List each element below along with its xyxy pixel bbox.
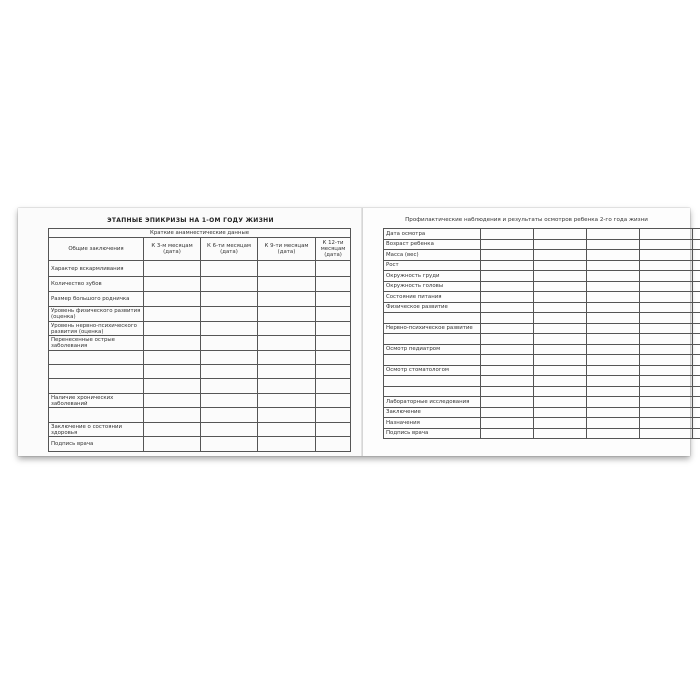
table-cell[interactable] [258, 277, 316, 292]
table-cell[interactable] [587, 344, 640, 355]
table-cell[interactable] [640, 281, 693, 292]
table-row [384, 239, 700, 250]
table-cell[interactable] [316, 261, 351, 277]
table-cell[interactable] [201, 365, 258, 379]
table-cell[interactable] [534, 313, 587, 324]
table-cell[interactable] [144, 423, 201, 437]
table-cell[interactable] [481, 355, 534, 366]
section-header-row [49, 229, 351, 238]
table-cell[interactable] [481, 292, 534, 303]
table-cell[interactable] [587, 365, 640, 376]
table-row [384, 323, 700, 334]
table-cell[interactable] [258, 365, 316, 379]
table-cell[interactable] [144, 394, 201, 408]
right-page-title: Профилактические наблюдения и результаты осмотров ребенка 2-го года жизни [405, 217, 648, 223]
column-header: К 3-м месяцам (дата) [144, 238, 201, 261]
row-label: Подпись врача [49, 437, 144, 452]
table-cell[interactable] [481, 365, 534, 376]
table-cell[interactable] [534, 428, 587, 439]
table-cell[interactable] [640, 344, 693, 355]
table-cell[interactable] [640, 229, 693, 240]
table-row [49, 336, 351, 351]
table-cell[interactable] [201, 394, 258, 408]
table-cell[interactable] [481, 271, 534, 282]
table-cell[interactable] [144, 336, 201, 351]
row-label [49, 351, 144, 365]
table-cell[interactable] [640, 250, 693, 261]
table-cell[interactable] [481, 376, 534, 387]
table-cell[interactable] [587, 407, 640, 418]
table-cell[interactable] [587, 376, 640, 387]
table-cell[interactable] [201, 336, 258, 351]
row-label: Масса (вес) [384, 250, 481, 261]
row-label [49, 379, 144, 394]
row-label: Возраст ребенка [384, 239, 481, 250]
row-label: Лабораторные исследования [384, 397, 481, 408]
table-cell[interactable] [316, 394, 351, 408]
table-row [49, 408, 351, 423]
table-cell[interactable] [534, 250, 587, 261]
table-cell[interactable] [481, 386, 534, 397]
table-row [49, 379, 351, 394]
table-cell[interactable] [693, 313, 700, 324]
table-cell[interactable] [534, 344, 587, 355]
table-row [384, 334, 700, 345]
table-cell[interactable] [144, 408, 201, 423]
row-label: Рост [384, 260, 481, 271]
column-header: К 6-ти месяцам (дата) [201, 238, 258, 261]
table-cell[interactable] [693, 334, 700, 345]
table-cell[interactable] [587, 229, 640, 240]
table-cell[interactable] [587, 418, 640, 429]
table-cell[interactable] [258, 437, 316, 452]
row-label [384, 386, 481, 397]
row-label: Нервно-психическое развитие [384, 323, 481, 334]
table-cell[interactable] [587, 271, 640, 282]
table-cell[interactable] [587, 428, 640, 439]
table-cell[interactable] [587, 250, 640, 261]
row-label [49, 365, 144, 379]
table-cell[interactable] [481, 281, 534, 292]
table-cell[interactable] [640, 313, 693, 324]
right-page [363, 208, 690, 456]
table-cell[interactable] [201, 307, 258, 322]
table-cell[interactable] [640, 292, 693, 303]
row-label: Уровень нервно-психического развития (оценка) [49, 322, 144, 336]
table-cell[interactable] [481, 260, 534, 271]
table-row [384, 302, 700, 313]
table-cell[interactable] [481, 344, 534, 355]
left-page-title: ЭТАПНЫЕ ЭПИКРИЗЫ НА 1-ОМ ГОДУ ЖИЗНИ [107, 217, 274, 224]
row-label: Осмотр педиатром [384, 344, 481, 355]
table-cell[interactable] [640, 407, 693, 418]
row-label: Заключение о состоянии здоровья [49, 423, 144, 437]
table-cell[interactable] [316, 307, 351, 322]
left-page [18, 208, 363, 456]
table-cell[interactable] [316, 437, 351, 452]
table-cell[interactable] [693, 344, 700, 355]
row-label: Физическое развитие [384, 302, 481, 313]
table-cell[interactable] [534, 418, 587, 429]
table-cell[interactable] [481, 250, 534, 261]
table-cell[interactable] [693, 418, 700, 429]
table-cell[interactable] [316, 423, 351, 437]
table-row [49, 307, 351, 322]
table-cell[interactable] [316, 292, 351, 307]
table-cell[interactable] [258, 322, 316, 336]
table-cell[interactable] [587, 334, 640, 345]
table-cell[interactable] [201, 437, 258, 452]
table-row [384, 376, 700, 387]
table-cell[interactable] [481, 313, 534, 324]
table-row [49, 394, 351, 408]
table-cell[interactable] [481, 334, 534, 345]
table-row [384, 313, 700, 324]
table-cell[interactable] [534, 376, 587, 387]
table-cell[interactable] [481, 407, 534, 418]
table-cell[interactable] [144, 261, 201, 277]
table-cell[interactable] [640, 323, 693, 334]
table-cell[interactable] [693, 302, 700, 313]
table-cell[interactable] [534, 334, 587, 345]
column-header-row [49, 238, 351, 261]
table-row [384, 260, 700, 271]
table-row [384, 229, 700, 240]
table-cell[interactable] [258, 261, 316, 277]
table-cell[interactable] [693, 397, 700, 408]
table-cell[interactable] [640, 271, 693, 282]
section-header: Краткие анамнестические данные [49, 229, 351, 238]
table-cell[interactable] [587, 239, 640, 250]
table-cell[interactable] [201, 292, 258, 307]
table-row [384, 386, 700, 397]
table-cell[interactable] [316, 322, 351, 336]
table-cell[interactable] [534, 229, 587, 240]
table-cell[interactable] [481, 428, 534, 439]
row-label: Количество зубов [49, 277, 144, 292]
row-label: Окружность груди [384, 271, 481, 282]
table-cell[interactable] [693, 281, 700, 292]
table-cell[interactable] [201, 277, 258, 292]
table-cell[interactable] [316, 365, 351, 379]
table-cell[interactable] [587, 302, 640, 313]
table-cell[interactable] [587, 292, 640, 303]
table-cell[interactable] [144, 365, 201, 379]
table-cell[interactable] [640, 239, 693, 250]
table-cell[interactable] [587, 323, 640, 334]
table-cell[interactable] [693, 292, 700, 303]
table-cell[interactable] [144, 322, 201, 336]
second-year-exam-table [383, 228, 700, 439]
table-cell[interactable] [640, 418, 693, 429]
table-cell[interactable] [534, 397, 587, 408]
table-row [384, 281, 700, 292]
row-label: Состояние питания [384, 292, 481, 303]
table-cell[interactable] [640, 376, 693, 387]
table-cell[interactable] [481, 239, 534, 250]
table-cell[interactable] [587, 386, 640, 397]
table-cell[interactable] [316, 351, 351, 365]
row-label: Осмотр стоматологом [384, 365, 481, 376]
table-cell[interactable] [201, 408, 258, 423]
row-label: Наличие хронических заболеваний [49, 394, 144, 408]
table-cell[interactable] [693, 365, 700, 376]
table-cell[interactable] [258, 292, 316, 307]
table-cell[interactable] [534, 271, 587, 282]
table-cell[interactable] [640, 260, 693, 271]
epicrisis-table [48, 228, 351, 452]
column-header: К 9-ти месяцам (дата) [258, 238, 316, 261]
table-cell[interactable] [587, 313, 640, 324]
corner-header: Общие заключения [49, 238, 144, 261]
table-cell[interactable] [481, 302, 534, 313]
table-row [384, 428, 700, 439]
row-label [384, 355, 481, 366]
table-cell[interactable] [693, 407, 700, 418]
table-cell[interactable] [534, 239, 587, 250]
table-row [49, 261, 351, 277]
table-row [49, 292, 351, 307]
table-cell[interactable] [144, 292, 201, 307]
table-cell[interactable] [316, 277, 351, 292]
table-cell[interactable] [201, 351, 258, 365]
row-label: Заключение [384, 407, 481, 418]
table-cell[interactable] [693, 229, 700, 240]
table-cell[interactable] [201, 423, 258, 437]
table-cell[interactable] [587, 281, 640, 292]
table-row [49, 365, 351, 379]
table-cell[interactable] [481, 397, 534, 408]
table-row [384, 365, 700, 376]
table-cell[interactable] [258, 394, 316, 408]
table-cell[interactable] [640, 365, 693, 376]
column-header: К 12-ти месяцам (дата) [316, 238, 351, 261]
table-row [384, 397, 700, 408]
table-cell[interactable] [534, 260, 587, 271]
table-cell[interactable] [640, 386, 693, 397]
table-cell[interactable] [534, 323, 587, 334]
row-label: Подпись врача [384, 428, 481, 439]
table-cell[interactable] [534, 365, 587, 376]
table-row [49, 277, 351, 292]
table-cell[interactable] [693, 323, 700, 334]
table-row [384, 271, 700, 282]
table-cell[interactable] [258, 379, 316, 394]
row-label: Окружность головы [384, 281, 481, 292]
row-label: Назначения [384, 418, 481, 429]
row-label: Размер большого родничка [49, 292, 144, 307]
table-cell[interactable] [640, 355, 693, 366]
table-cell[interactable] [144, 307, 201, 322]
table-cell[interactable] [640, 397, 693, 408]
table-cell[interactable] [534, 407, 587, 418]
row-label [384, 334, 481, 345]
table-cell[interactable] [534, 292, 587, 303]
row-label: Дата осмотра [384, 229, 481, 240]
table-cell[interactable] [316, 336, 351, 351]
table-row [384, 292, 700, 303]
table-cell[interactable] [693, 355, 700, 366]
row-label [49, 408, 144, 423]
table-cell[interactable] [481, 418, 534, 429]
row-label [384, 376, 481, 387]
table-cell[interactable] [693, 260, 700, 271]
table-cell[interactable] [201, 322, 258, 336]
table-row [384, 355, 700, 366]
table-cell[interactable] [316, 379, 351, 394]
row-label: Характер вскармливания [49, 261, 144, 277]
table-cell[interactable] [693, 250, 700, 261]
table-row [384, 407, 700, 418]
table-cell[interactable] [258, 351, 316, 365]
table-cell[interactable] [481, 229, 534, 240]
table-row [49, 437, 351, 452]
table-row [384, 250, 700, 261]
table-cell[interactable] [587, 397, 640, 408]
table-cell[interactable] [534, 281, 587, 292]
table-cell[interactable] [144, 437, 201, 452]
table-cell[interactable] [640, 428, 693, 439]
table-cell[interactable] [534, 302, 587, 313]
table-cell[interactable] [201, 379, 258, 394]
table-cell[interactable] [481, 323, 534, 334]
table-cell[interactable] [534, 355, 587, 366]
table-cell[interactable] [693, 376, 700, 387]
table-cell[interactable] [587, 260, 640, 271]
table-row [49, 322, 351, 336]
table-row [384, 344, 700, 355]
open-booklet [18, 208, 690, 456]
table-cell[interactable] [144, 351, 201, 365]
table-cell[interactable] [693, 428, 700, 439]
row-label: Перенесенные острые заболевания [49, 336, 144, 351]
table-cell[interactable] [316, 408, 351, 423]
table-cell[interactable] [258, 408, 316, 423]
table-cell[interactable] [144, 277, 201, 292]
table-row [384, 418, 700, 429]
table-row [49, 423, 351, 437]
table-row [49, 351, 351, 365]
table-cell[interactable] [534, 386, 587, 397]
table-cell[interactable] [640, 334, 693, 345]
table-cell[interactable] [144, 379, 201, 394]
table-cell[interactable] [693, 271, 700, 282]
table-cell[interactable] [640, 302, 693, 313]
table-cell[interactable] [258, 307, 316, 322]
table-cell[interactable] [587, 355, 640, 366]
table-cell[interactable] [693, 239, 700, 250]
table-cell[interactable] [201, 261, 258, 277]
table-cell[interactable] [258, 423, 316, 437]
row-label [384, 313, 481, 324]
table-cell[interactable] [693, 386, 700, 397]
table-cell[interactable] [258, 336, 316, 351]
row-label: Уровень физического развития (оценка) [49, 307, 144, 322]
